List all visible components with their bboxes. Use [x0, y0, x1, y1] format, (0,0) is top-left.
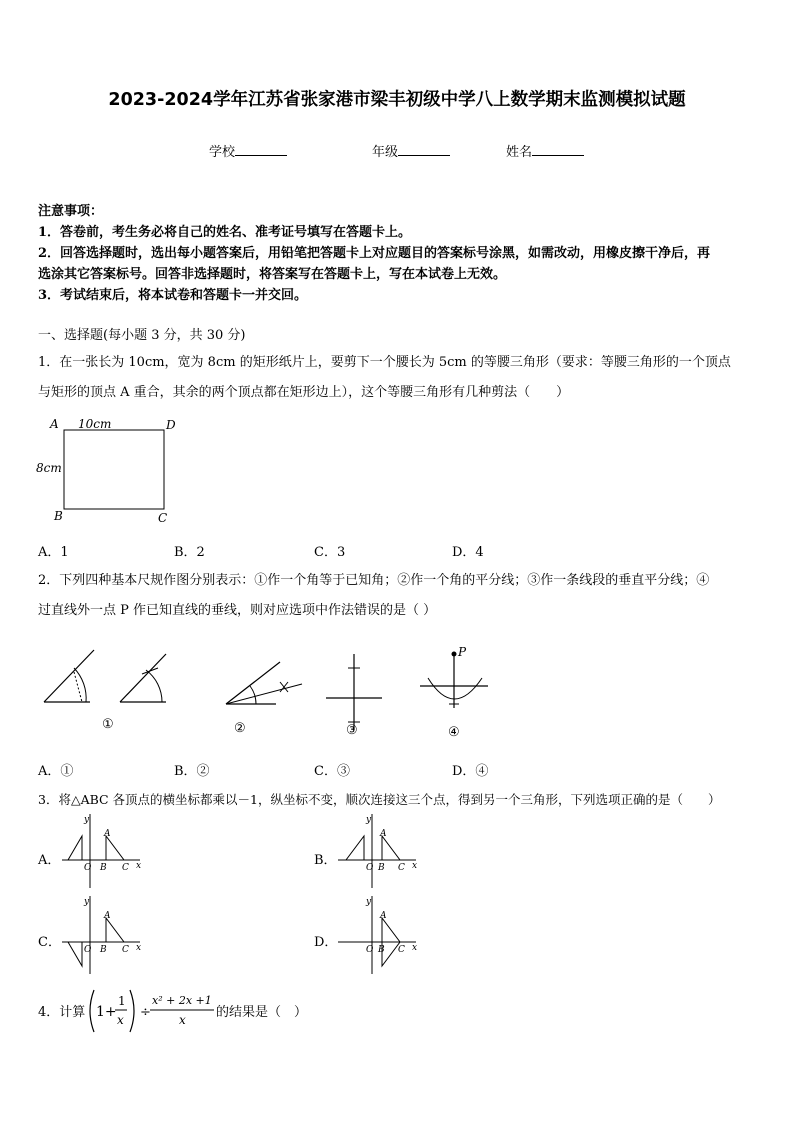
section-heading: 一、选择题(每小题 3 分，共 30 分) [38, 328, 246, 343]
point-c-label: C [398, 863, 405, 873]
q3-graph-b [336, 812, 420, 892]
origin-label: O [84, 863, 92, 873]
figure-2-label: ② [234, 721, 246, 736]
vertex-b-label: B [54, 509, 63, 523]
point-b-label: B [100, 945, 107, 955]
q3-graph-c [60, 894, 144, 978]
point-c-label: C [398, 945, 405, 955]
grade-blank[interactable] [398, 143, 450, 156]
figure-1-label: ① [102, 717, 114, 732]
y-axis-label: y [366, 897, 372, 907]
y-axis-label: y [366, 815, 372, 825]
point-a-label: A [380, 829, 387, 839]
question-1-text: 与矩形的顶点 A 重合，其余的两个顶点都在矩形边上），这个等腰三角形有几种剪法（ ） [38, 385, 570, 400]
figure-4-label: ④ [448, 725, 460, 740]
q1-option-a[interactable]: A．1 [38, 545, 69, 560]
q3-graph-d [336, 894, 420, 978]
point-p-label: P [458, 645, 467, 659]
point-c-label: C [122, 945, 129, 955]
construction-3 [326, 654, 382, 730]
school-blank[interactable] [235, 143, 287, 156]
figure-3-label: ③ [346, 723, 358, 738]
grade-label: 年级 [372, 145, 399, 160]
rectangle-figure [34, 414, 184, 526]
q1-option-d[interactable]: D．4 [452, 545, 484, 560]
q1-option-c[interactable]: C．3 [314, 545, 346, 560]
expr-num1: 1 [118, 994, 126, 1008]
rectangle-abcd [64, 430, 164, 509]
q3-option-a[interactable]: A． [38, 853, 61, 868]
name-field [506, 141, 584, 160]
notice-item: 3．考试结束后，将本试卷和答题卡一并交回。 [38, 288, 308, 303]
page-title: 2023-2024学年江苏省张家港市梁丰初级中学八上数学期末监测模拟试题 [108, 90, 686, 110]
point-b-label: B [100, 863, 107, 873]
expr-den2: x [179, 1013, 186, 1027]
origin-label: O [84, 945, 92, 955]
y-axis-label: y [84, 897, 90, 907]
question-1-text: 1．在一张长为 10cm，宽为 8cm 的矩形纸片上，要剪下一个腰长为 5cm 的等腰三角形（要求：等腰三角形的一个顶点 [38, 355, 731, 370]
x-axis-label: x [136, 861, 142, 871]
notice-item: 1．答卷前，考生务必将自己的姓名、准考证号填写在答题卡上。 [38, 225, 412, 240]
name-label: 姓名 [506, 145, 533, 160]
question-4-prefix: 4．计算 [38, 1005, 86, 1020]
x-axis-label: x [412, 861, 418, 871]
school-field [209, 141, 287, 160]
origin-label: O [366, 945, 374, 955]
q3-option-c[interactable]: C． [38, 935, 61, 950]
q3-option-d[interactable]: D． [314, 935, 338, 950]
q2-option-d[interactable]: D．④ [452, 764, 489, 779]
y-axis-label: y [84, 815, 90, 825]
question-2-text: 2．下列四种基本尺规作图分别表示：①作一个角等于已知角；②作一个角的平分线；③作一条线段的垂直平分线；④ [38, 573, 710, 588]
top-side-label: 10cm [78, 417, 112, 431]
q1-option-b[interactable]: B．2 [174, 545, 205, 560]
school-label: 学校 [209, 145, 236, 160]
grade-field [372, 141, 450, 160]
construction-1a [44, 650, 94, 702]
point-a-label: A [380, 911, 387, 921]
point-c-label: C [122, 863, 129, 873]
q2-option-c[interactable]: C．③ [314, 764, 350, 779]
left-side-label: 8cm [36, 461, 62, 475]
point-a-label: A [104, 911, 111, 921]
x-axis-label: x [412, 943, 418, 953]
construction-4 [420, 652, 488, 709]
q3-option-b[interactable]: B． [314, 853, 337, 868]
expr-num2: x² + 2x +1 [152, 994, 212, 1007]
notice-heading: 注意事项： [38, 204, 104, 219]
expr-one-plus: 1+ [96, 1004, 117, 1020]
x-axis-label: x [136, 943, 142, 953]
q4-expression [86, 986, 226, 1036]
construction-figures [36, 640, 496, 745]
vertex-a-label: A [50, 417, 59, 431]
name-blank[interactable] [532, 143, 584, 156]
origin-label: O [366, 863, 374, 873]
point-b-label: B [378, 945, 385, 955]
q2-option-a[interactable]: A．① [38, 764, 74, 779]
question-2-text: 过直线外一点 P 作已知直线的垂线，则对应选项中作法错误的是（ ） [38, 603, 437, 618]
q2-option-b[interactable]: B．② [174, 764, 210, 779]
notice-item: 选涂其它答案标号。回答非选择题时，将答案写在答题卡上，写在本试卷上无效。 [38, 267, 507, 282]
notice-item: 2．回答选择题时，选出每小题答案后，用铅笔把答题卡上对应题目的答案标号涂黑，如需改动，用橡皮擦干净后，再 [38, 246, 711, 261]
construction-2 [226, 662, 302, 704]
point-a-label: A [104, 829, 111, 839]
vertex-c-label: C [158, 511, 168, 525]
vertex-d-label: D [166, 418, 176, 432]
expr-divide: ÷ [140, 1005, 151, 1020]
expr-den1: x [117, 1013, 124, 1027]
q3-graph-a [60, 812, 144, 892]
question-4-suffix: 的结果是（ ） [216, 1005, 308, 1020]
point-b-label: B [378, 863, 385, 873]
question-3-text: 3．将△ABC 各顶点的横坐标都乘以－1，纵坐标不变，顺次连接这三个点，得到另一个三角形，下列选项正确的是（ ） [38, 792, 721, 807]
construction-1b [120, 654, 166, 702]
